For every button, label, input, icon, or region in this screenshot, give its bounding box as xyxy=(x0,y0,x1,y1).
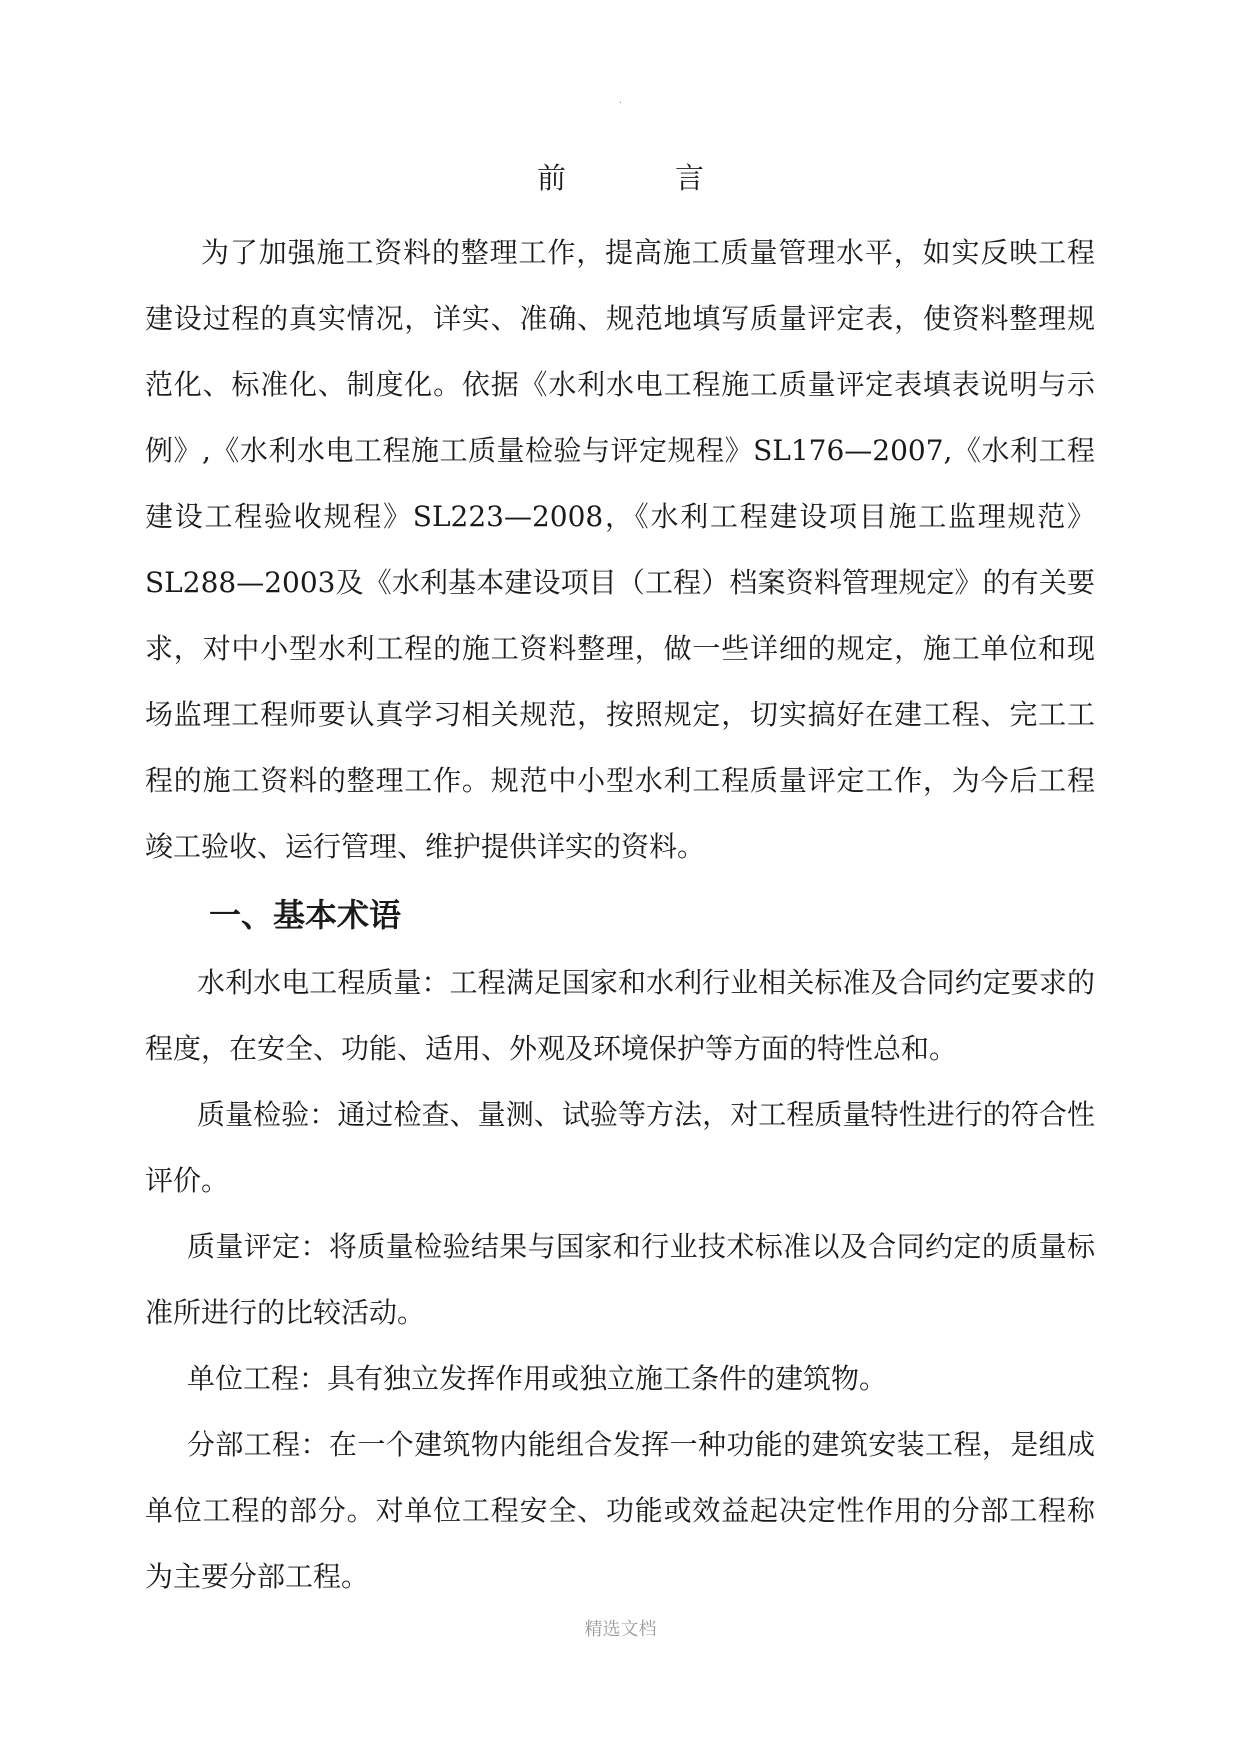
definition-engineering-quality: 水利水电工程质量：工程满足国家和水利行业相关标准及合同约定要求的程度，在安全、功能、适用、外观及环境保护等方面的特性总和。 xyxy=(145,966,1095,1065)
section-heading-basic-terms: 一、基本术语 xyxy=(209,896,402,934)
page-top-mark: . xyxy=(618,95,623,106)
definition-unit-project: 单位工程：具有独立发挥作用或独立施工条件的建筑物。 xyxy=(187,1362,888,1395)
definition-quality-assessment: 质量评定：将质量检验结果与国家和行业技术标准以及合同约定的质量标准所进行的比较活动。 xyxy=(145,1230,1095,1329)
definition-sub-project: 分部工程：在一个建筑物内能组合发挥一种功能的建筑安装工程，是组成单位工程的部分。对单位工程安全、功能或效益起决定性作用的分部工程称为主要分部工程。 xyxy=(145,1428,1095,1593)
page-footer: 精选文档 xyxy=(584,1619,657,1640)
preface-title: 前 言 xyxy=(536,161,744,195)
definition-quality-inspection: 质量检验：通过检查、量测、试验等方法，对工程质量特性进行的符合性评价。 xyxy=(145,1098,1095,1197)
preface-paragraph: 为了加强施工资料的整理工作，提高施工质量管理水平，如实反映工程建设过程的真实情况，详实、准确、规范地填写质量评定表，使资料整理规范化、标准化、制度化。依据《水利水电工程施工质量评定表填表说明与示例》,《水利水电工程施工质量检验与评定规程》SL176—2007,《水利工程建设工程验收规程》SL223—2008，《水利工程建设项目施工监理规范》SL288—2003及《水利基本建设项目（工程）档案资料管理规定》的有关要求，对中小型水利工程的施工资料整理，做一些详细的规定，施工单位和现场监理工程师要认真学习相关规范，按照规定，切实搞好在建工程、完工工程的施工资料的整理工作。规范中小型水利工程质量评定工作，为今后工程竣工验收、运行管理、维护提供详实的资料。 xyxy=(145,236,1095,863)
document-body xyxy=(145,220,1095,1610)
